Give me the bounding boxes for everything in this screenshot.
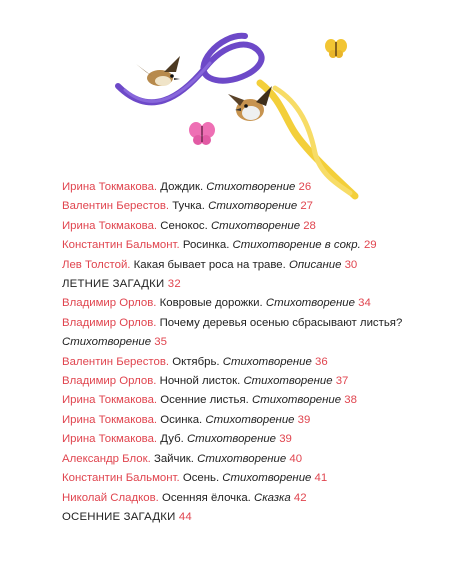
toc-title: Зайчик. bbox=[153, 452, 194, 465]
toc-section[interactable] bbox=[62, 508, 422, 527]
toc-author: Константин Бальмонт. bbox=[62, 472, 180, 485]
toc-author: Лев Толстой. bbox=[62, 258, 131, 271]
toc-genre: Стихотворение bbox=[251, 394, 342, 407]
toc-author: Владимир Орлов. bbox=[62, 297, 157, 310]
toc-page: 26 bbox=[298, 181, 312, 193]
toc-genre: Стихотворение bbox=[186, 433, 277, 446]
purple-ribbon bbox=[118, 36, 262, 102]
toc-author: Ирина Токмакова. bbox=[62, 394, 158, 407]
toc-entry[interactable] bbox=[62, 450, 422, 469]
toc-genre: Стихотворение bbox=[197, 452, 287, 465]
toc-title: Октябрь. bbox=[172, 355, 220, 368]
toc-page: 42 bbox=[293, 491, 307, 504]
toc-title: Росинка. bbox=[182, 239, 230, 252]
toc-entry[interactable] bbox=[62, 469, 422, 488]
toc-page: 28 bbox=[303, 219, 316, 232]
toc-entry[interactable] bbox=[62, 391, 422, 410]
toc-entry[interactable] bbox=[62, 294, 422, 313]
toc-title: Тучка. bbox=[172, 200, 205, 213]
toc-title: Осинка. bbox=[160, 413, 203, 426]
toc-author: Валентин Берестов. bbox=[62, 200, 170, 213]
toc-title: Ночной листок. bbox=[159, 375, 241, 388]
toc-page: 35 bbox=[154, 336, 167, 349]
toc-title: Почему деревья осенью сбрасывают листья? bbox=[159, 316, 403, 329]
toc-page: 32 bbox=[167, 278, 181, 291]
toc-genre: Стихотворение bbox=[243, 375, 333, 388]
cover-illustration bbox=[110, 28, 375, 200]
toc-entry[interactable] bbox=[62, 411, 422, 430]
toc-genre: Сказка bbox=[254, 491, 291, 504]
toc-entry[interactable] bbox=[62, 353, 422, 372]
toc-title: Ковровые дорожки. bbox=[159, 297, 263, 310]
toc-entry[interactable] bbox=[62, 236, 422, 255]
toc-entry[interactable] bbox=[62, 197, 422, 216]
toc-author: Владимир Орлов. bbox=[62, 316, 157, 329]
toc-author: Владимир Орлов. bbox=[62, 375, 157, 388]
toc-entry[interactable] bbox=[62, 314, 422, 353]
toc-entry[interactable] bbox=[62, 430, 422, 449]
toc-page: 36 bbox=[314, 355, 328, 368]
toc-entry[interactable] bbox=[62, 489, 422, 508]
toc-page: 39 bbox=[297, 413, 311, 426]
bird-icon bbox=[136, 56, 180, 86]
toc-entry[interactable] bbox=[62, 178, 422, 197]
toc-section-title: ОСЕННИЕ ЗАГАДКИ bbox=[62, 510, 176, 523]
toc-genre: Стихотворение bbox=[208, 200, 298, 213]
toc-title: Какая бывает роса на траве. bbox=[133, 258, 286, 271]
toc-genre: Описание bbox=[288, 258, 342, 271]
toc-entry[interactable] bbox=[62, 217, 422, 236]
toc-page: 27 bbox=[300, 200, 314, 213]
toc-genre: Стихотворение bbox=[222, 355, 312, 368]
toc-author: Константин Бальмонт. bbox=[62, 239, 180, 252]
toc-page: 39 bbox=[279, 433, 292, 446]
toc-page: 37 bbox=[335, 375, 349, 388]
toc-title: Осенняя ёлочка. bbox=[161, 491, 251, 504]
toc-page: 40 bbox=[289, 452, 303, 465]
toc-author: Ирина Токмакова. bbox=[62, 433, 158, 446]
toc-page: 44 bbox=[178, 510, 192, 523]
toc-author: Ирина Токмакова. bbox=[62, 181, 158, 193]
toc-genre: Стихотворение bbox=[206, 181, 296, 193]
toc-genre: Стихотворение bbox=[210, 219, 301, 232]
toc-author: Александр Блок. bbox=[62, 452, 151, 465]
toc-page: 30 bbox=[344, 258, 358, 271]
toc-title: Осень. bbox=[182, 472, 220, 485]
toc-title: Осенние листья. bbox=[160, 394, 249, 407]
butterfly-icon bbox=[189, 122, 215, 145]
toc-entry[interactable] bbox=[62, 256, 422, 275]
toc-page: 34 bbox=[358, 297, 371, 310]
toc-section[interactable] bbox=[62, 275, 422, 294]
toc-title: Дождик. bbox=[160, 181, 204, 193]
toc-author: Валентин Берестов. bbox=[62, 355, 170, 368]
toc-author: Ирина Токмакова. bbox=[62, 413, 158, 426]
table-of-contents bbox=[62, 178, 422, 527]
toc-page: 29 bbox=[363, 239, 377, 252]
toc-genre: Стихотворение bbox=[62, 336, 152, 349]
toc-entry[interactable] bbox=[62, 372, 422, 391]
butterfly-icon bbox=[325, 39, 347, 58]
toc-genre: Стихотворение в сокр. bbox=[232, 239, 361, 252]
toc-author: Ирина Токмакова. bbox=[62, 219, 158, 232]
toc-page: 38 bbox=[344, 394, 357, 407]
toc-title: Дуб. bbox=[160, 433, 184, 446]
toc-genre: Стихотворение bbox=[222, 472, 312, 485]
toc-genre: Стихотворение bbox=[205, 413, 295, 426]
toc-title: Сенокос. bbox=[160, 219, 208, 232]
toc-page: 41 bbox=[314, 472, 328, 485]
toc-section-title: ЛЕТНИЕ ЗАГАДКИ bbox=[62, 278, 165, 291]
toc-genre: Стихотворение bbox=[265, 297, 355, 310]
toc-author: Николай Сладков. bbox=[62, 491, 159, 504]
